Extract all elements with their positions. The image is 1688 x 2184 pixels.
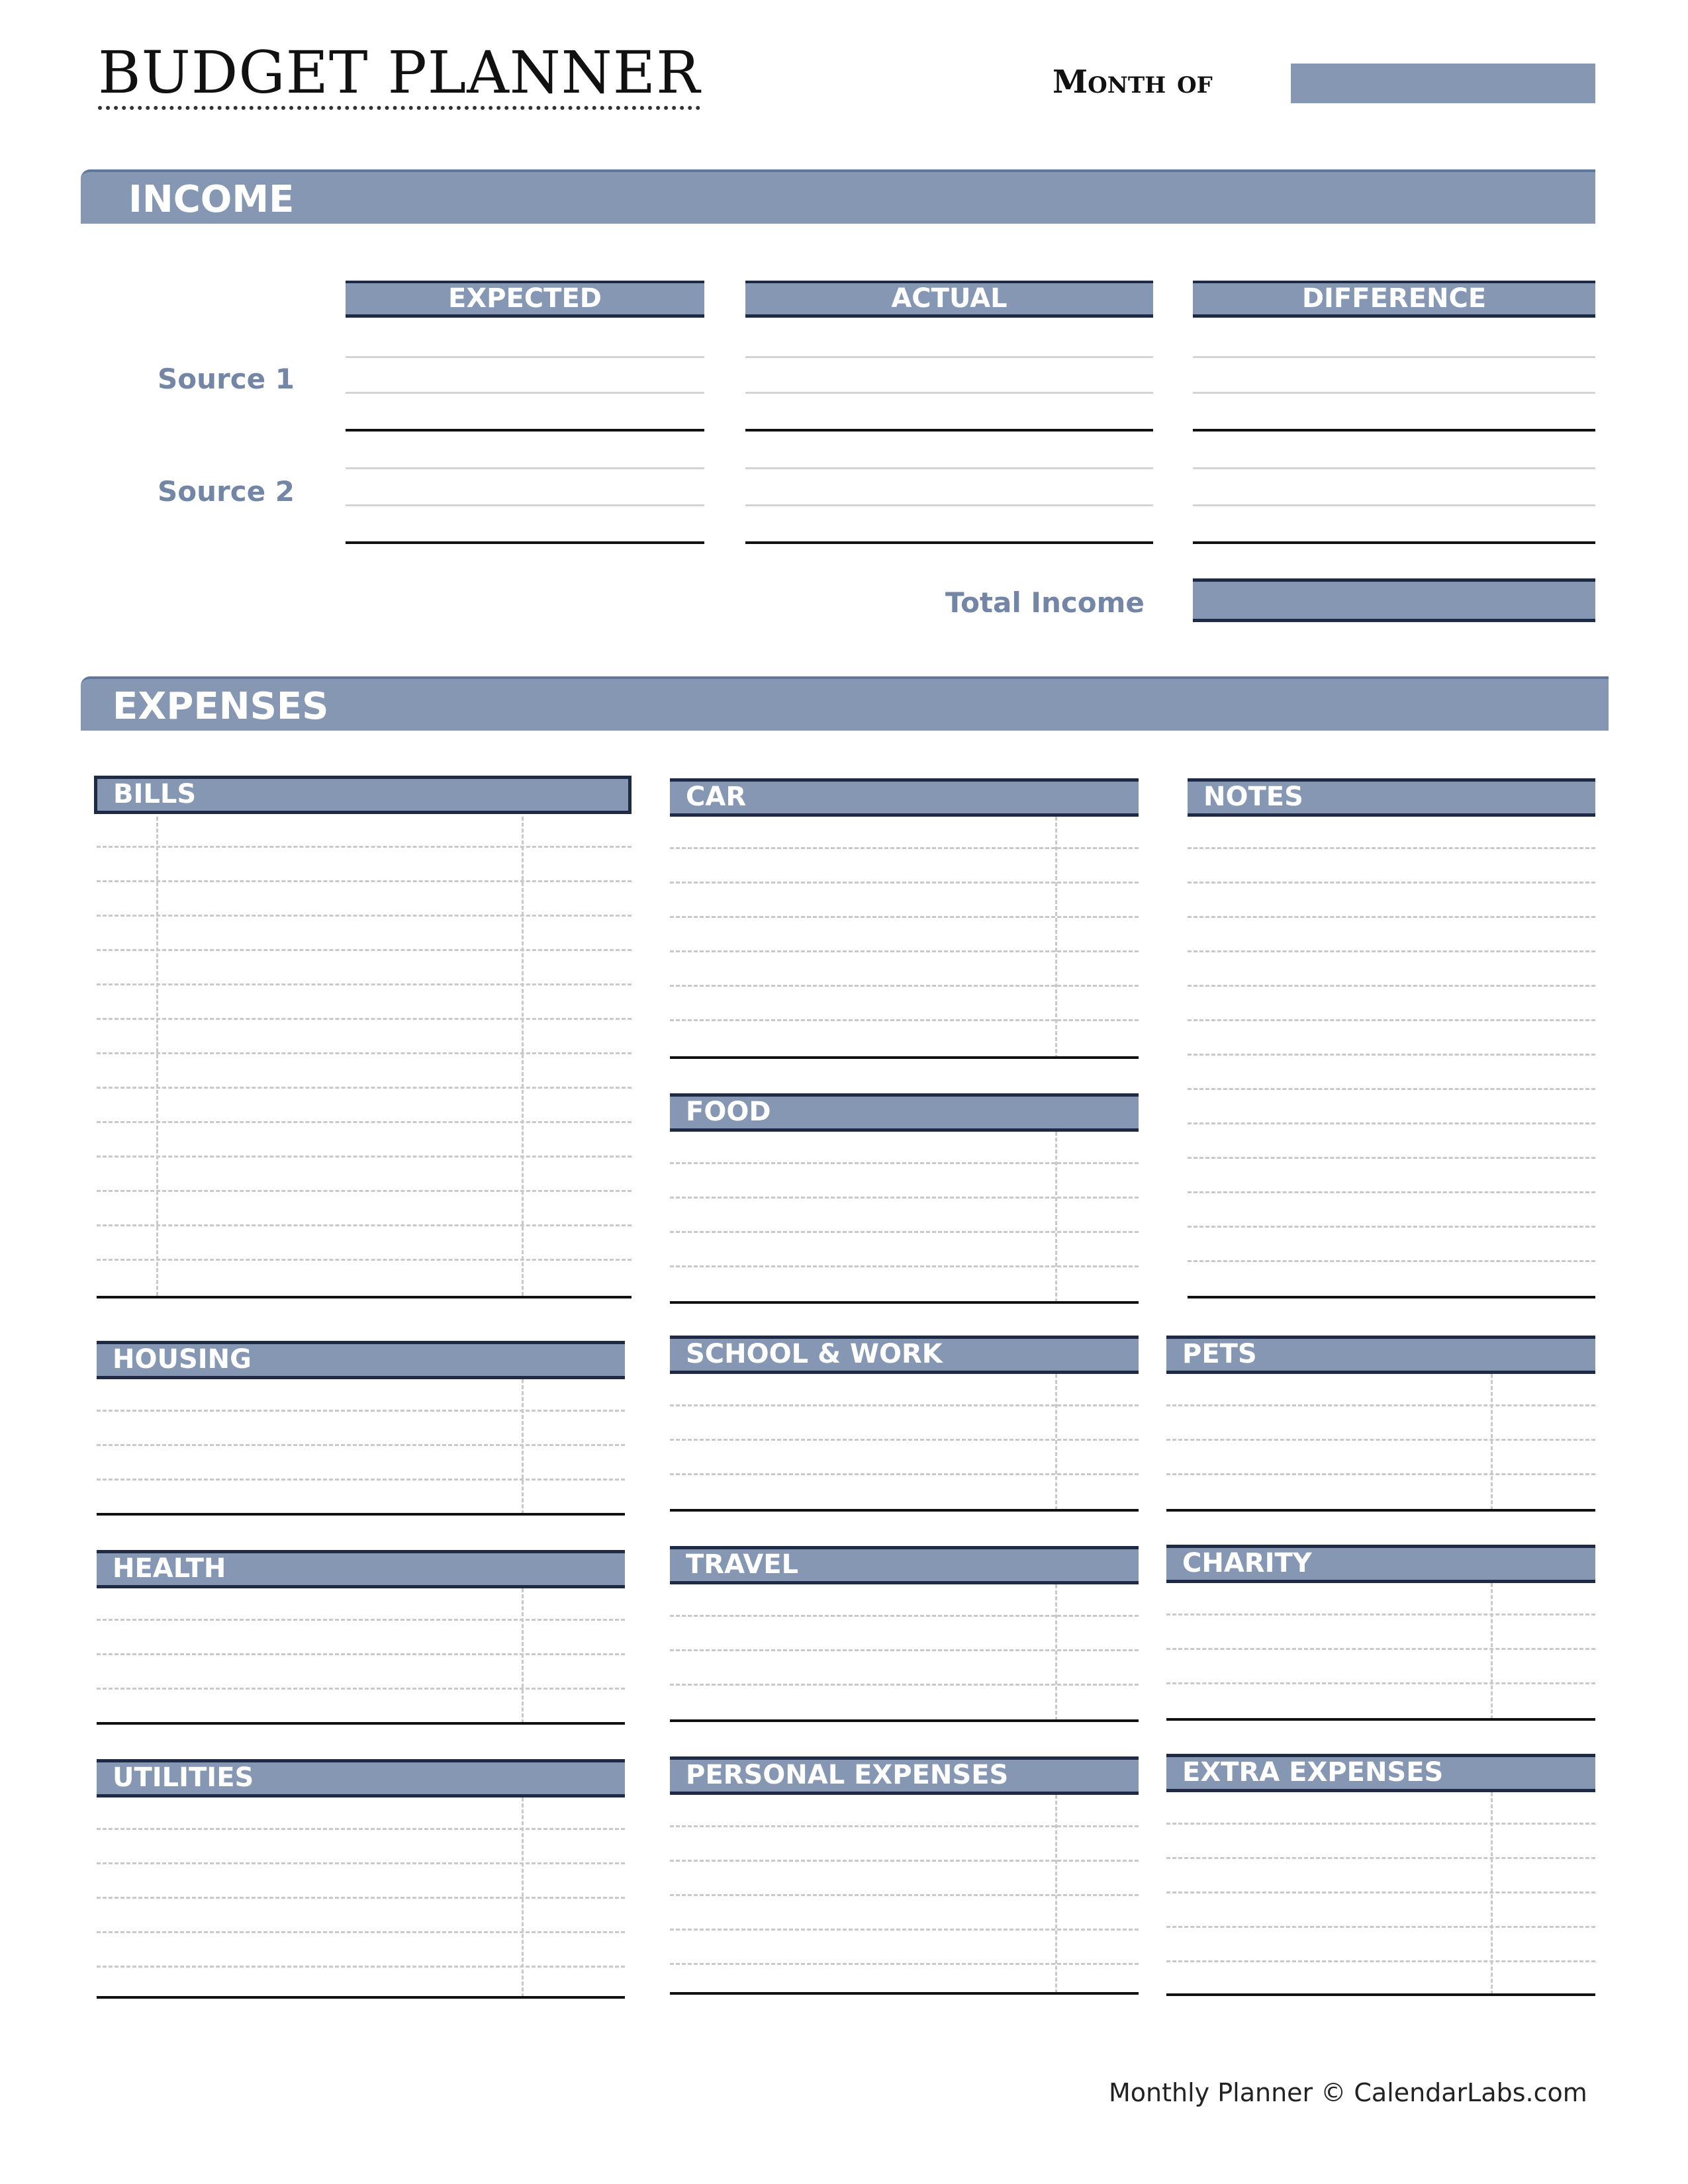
travel-row[interactable]	[670, 1615, 1139, 1617]
travel-row[interactable]	[670, 1684, 1139, 1686]
personal-expenses-row[interactable]	[670, 1860, 1139, 1862]
food-column-divider	[1055, 1132, 1057, 1302]
bills-row[interactable]	[97, 846, 632, 848]
personal-expenses-row[interactable]	[670, 1963, 1139, 1965]
bills-row[interactable]	[97, 880, 632, 882]
pets-row[interactable]	[1166, 1404, 1595, 1406]
source-1-difference-line	[1193, 356, 1595, 358]
utilities-column-divider	[522, 1797, 524, 1997]
notes-table	[1188, 778, 1595, 1301]
utilities-bottom-line	[97, 1996, 625, 1999]
bills-row[interactable]	[97, 1224, 632, 1226]
utilities-row[interactable]	[97, 1966, 625, 1968]
source-1-expected-field[interactable]	[346, 429, 704, 432]
food-row[interactable]	[670, 1265, 1139, 1267]
travel-column-divider	[1055, 1584, 1057, 1721]
page-title: BUDGET PLANNER	[98, 44, 700, 110]
charity-row[interactable]	[1166, 1648, 1595, 1650]
bills-row[interactable]	[97, 1190, 632, 1192]
car-row[interactable]	[670, 985, 1139, 987]
source-2-difference-line	[1193, 467, 1595, 469]
bills-row[interactable]	[97, 949, 632, 951]
expenses-section-header	[81, 676, 1609, 731]
bills-row[interactable]	[97, 1259, 632, 1261]
notes-line[interactable]	[1188, 985, 1595, 987]
source-1-label: Source 1	[158, 363, 295, 395]
pets-column-divider	[1491, 1374, 1493, 1510]
health-column-divider	[522, 1588, 524, 1723]
bills-row[interactable]	[97, 915, 632, 917]
income-section-header	[81, 169, 1595, 224]
housing-row[interactable]	[97, 1479, 625, 1480]
source-2-difference-field[interactable]	[1193, 541, 1595, 544]
source-1-expected-line	[346, 356, 704, 358]
personal-expenses-row[interactable]	[670, 1894, 1139, 1896]
school-work-table	[670, 1336, 1139, 1514]
charity-row[interactable]	[1166, 1682, 1595, 1684]
charity-column-divider	[1491, 1583, 1493, 1719]
expenses-section-title: EXPENSES	[113, 685, 329, 728]
notes-line[interactable]	[1188, 1191, 1595, 1193]
school-work-column-divider	[1055, 1374, 1057, 1510]
utilities-row[interactable]	[97, 1862, 625, 1864]
health-row[interactable]	[97, 1619, 625, 1621]
food-table	[670, 1093, 1139, 1309]
total-income-field[interactable]	[1193, 578, 1595, 622]
school-work-row[interactable]	[670, 1473, 1139, 1475]
source-1-actual-line	[745, 392, 1153, 394]
pets-table	[1166, 1336, 1595, 1514]
bills-table	[94, 776, 632, 1298]
car-row[interactable]	[670, 916, 1139, 918]
source-2-expected-field[interactable]	[346, 541, 704, 544]
column-header-difference: DIFFERENCE	[1193, 281, 1595, 318]
source-2-actual-line	[745, 504, 1153, 506]
bills-header: BILLS	[94, 776, 632, 814]
car-column-divider	[1055, 817, 1057, 1059]
health-table	[97, 1550, 625, 1729]
notes-line[interactable]	[1188, 882, 1595, 884]
car-table	[670, 778, 1139, 1063]
source-2-expected-line	[346, 504, 704, 506]
extra-expenses-column-divider	[1491, 1792, 1493, 1995]
housing-row[interactable]	[97, 1410, 625, 1412]
source-1-difference-field[interactable]	[1193, 429, 1595, 432]
health-header: HEALTH	[97, 1550, 625, 1588]
source-2-expected-line	[346, 467, 704, 469]
extra-expenses-row[interactable]	[1166, 1926, 1595, 1928]
travel-header: TRAVEL	[670, 1546, 1139, 1584]
source-1-actual-field[interactable]	[745, 429, 1153, 432]
personal-expenses-row[interactable]	[670, 1825, 1139, 1827]
pets-row[interactable]	[1166, 1473, 1595, 1475]
bills-row[interactable]	[97, 983, 632, 985]
utilities-row[interactable]	[97, 1828, 625, 1830]
column-header-actual: ACTUAL	[745, 281, 1153, 318]
total-income-label: Total Income	[945, 586, 1145, 619]
notes-line[interactable]	[1188, 950, 1595, 952]
notes-line[interactable]	[1188, 1226, 1595, 1228]
notes-line[interactable]	[1188, 1019, 1595, 1021]
utilities-table	[97, 1759, 625, 2004]
personal-expenses-header: PERSONAL EXPENSES	[670, 1756, 1139, 1795]
travel-table	[670, 1546, 1139, 1725]
utilities-row[interactable]	[97, 1931, 625, 1933]
bills-row[interactable]	[97, 1121, 632, 1123]
notes-header: NOTES	[1188, 778, 1595, 817]
pets-row[interactable]	[1166, 1439, 1595, 1441]
personal-expenses-row[interactable]	[670, 1929, 1139, 1931]
charity-header: CHARITY	[1166, 1545, 1595, 1583]
month-label: Month of	[1053, 64, 1213, 101]
housing-header: HOUSING	[97, 1341, 625, 1379]
personal-expenses-table	[670, 1756, 1139, 2001]
school-work-header: SCHOOL & WORK	[670, 1336, 1139, 1374]
charity-table	[1166, 1545, 1595, 1723]
bills-column-divider	[156, 817, 158, 1296]
car-row[interactable]	[670, 847, 1139, 849]
pets-bottom-line	[1166, 1509, 1595, 1512]
charity-bottom-line	[1166, 1718, 1595, 1721]
source-2-difference-line	[1193, 504, 1595, 506]
bills-row[interactable]	[97, 1087, 632, 1089]
notes-line[interactable]	[1188, 1260, 1595, 1262]
food-header: FOOD	[670, 1093, 1139, 1132]
notes-line[interactable]	[1188, 916, 1595, 918]
notes-line[interactable]	[1188, 1157, 1595, 1159]
notes-bottom-line	[1188, 1296, 1595, 1298]
source-1-expected-line	[346, 392, 704, 394]
school-work-bottom-line	[670, 1509, 1139, 1512]
extra-expenses-row[interactable]	[1166, 1823, 1595, 1825]
travel-bottom-line	[670, 1719, 1139, 1722]
bills-column-divider	[522, 817, 524, 1296]
extra-expenses-row[interactable]	[1166, 1891, 1595, 1893]
bills-row[interactable]	[97, 1018, 632, 1020]
bills-row[interactable]	[97, 1052, 632, 1054]
personal-expenses-bottom-line	[670, 1992, 1139, 1995]
housing-table	[97, 1341, 625, 1520]
bills-row[interactable]	[97, 1156, 632, 1158]
car-row[interactable]	[670, 1019, 1139, 1021]
extra-expenses-bottom-line	[1166, 1993, 1595, 1996]
income-section-title: INCOME	[128, 178, 295, 221]
source-2-actual-field[interactable]	[745, 541, 1153, 544]
bills-bottom-line	[97, 1296, 632, 1298]
charity-row[interactable]	[1166, 1614, 1595, 1615]
extra-expenses-row[interactable]	[1166, 1857, 1595, 1859]
extra-expenses-header: EXTRA EXPENSES	[1166, 1754, 1595, 1792]
extra-expenses-row[interactable]	[1166, 1960, 1595, 1962]
extra-expenses-table	[1166, 1754, 1595, 2001]
food-bottom-line	[670, 1301, 1139, 1304]
health-row[interactable]	[97, 1688, 625, 1690]
personal-expenses-column-divider	[1055, 1795, 1057, 1993]
source-1-actual-line	[745, 356, 1153, 358]
food-row[interactable]	[670, 1231, 1139, 1233]
source-1-difference-line	[1193, 392, 1595, 394]
food-row[interactable]	[670, 1162, 1139, 1164]
school-work-row[interactable]	[670, 1404, 1139, 1406]
utilities-row[interactable]	[97, 1897, 625, 1899]
car-bottom-line	[670, 1056, 1139, 1059]
column-header-expected: EXPECTED	[346, 281, 704, 318]
utilities-header: UTILITIES	[97, 1759, 625, 1797]
housing-column-divider	[522, 1379, 524, 1514]
car-header: CAR	[670, 778, 1139, 817]
pets-header: PETS	[1166, 1336, 1595, 1374]
month-input-field[interactable]	[1291, 64, 1595, 103]
source-2-actual-line	[745, 467, 1153, 469]
travel-row[interactable]	[670, 1649, 1139, 1651]
notes-line[interactable]	[1188, 1088, 1595, 1090]
health-bottom-line	[97, 1722, 625, 1725]
notes-line[interactable]	[1188, 1122, 1595, 1124]
footer-credit: Monthly Planner © CalendarLabs.com	[1109, 2078, 1587, 2107]
car-row[interactable]	[670, 950, 1139, 952]
housing-bottom-line	[97, 1513, 625, 1516]
health-row[interactable]	[97, 1653, 625, 1655]
notes-line[interactable]	[1188, 1054, 1595, 1056]
source-2-label: Source 2	[158, 475, 295, 508]
school-work-row[interactable]	[670, 1439, 1139, 1441]
food-row[interactable]	[670, 1197, 1139, 1199]
notes-line[interactable]	[1188, 847, 1595, 849]
housing-row[interactable]	[97, 1444, 625, 1446]
car-row[interactable]	[670, 882, 1139, 884]
